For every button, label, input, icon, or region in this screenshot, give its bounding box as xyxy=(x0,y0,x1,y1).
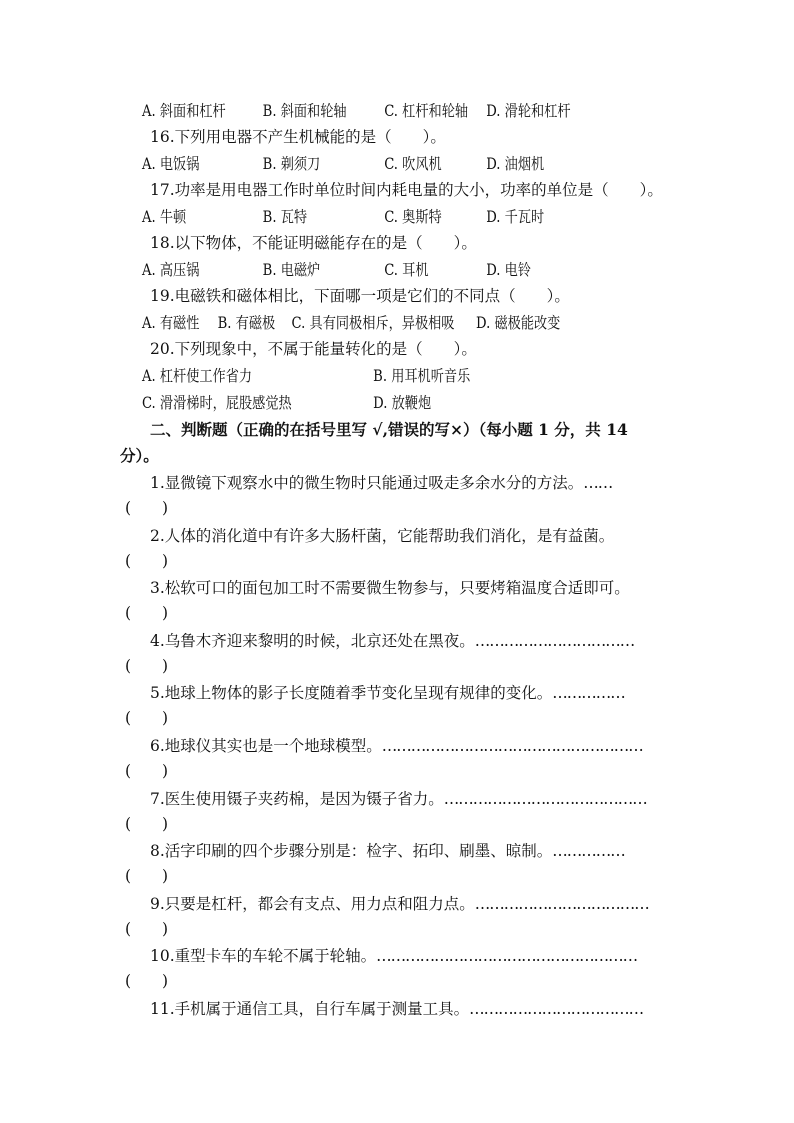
q18-option-d: D. 电铃 xyxy=(486,261,532,279)
q19-option-b: B. 有磁极 xyxy=(217,314,276,332)
judge-10-dots: ……………………………………………… xyxy=(376,947,638,965)
judge-9-paren[interactable]: ( ) xyxy=(125,920,169,938)
judge-3-paren[interactable]: ( ) xyxy=(125,604,169,622)
judge-7 xyxy=(150,789,647,809)
judge-10 xyxy=(150,946,637,966)
judge-11-dots: ……………………………… xyxy=(469,1000,644,1018)
q20-options-row1 xyxy=(0,366,675,386)
q17-option-a: A. 牛顿 xyxy=(141,208,187,226)
judge-8-dots: …………… xyxy=(552,842,625,860)
q19-option-d: D. 磁极能改变 xyxy=(476,314,561,332)
judge-10-text: 10.重型卡车的车轮不属于轮轴。 xyxy=(150,947,377,965)
q20-option-b: B. 用耳机听音乐 xyxy=(373,367,471,385)
judge-8-text: 8.活字印刷的四个步骤分别是：检字、拓印、刷墨、晾制。 xyxy=(150,842,553,860)
judge-1 xyxy=(150,473,612,493)
q16-options xyxy=(0,154,675,174)
judge-6-text: 6.地球仪其实也是一个地球模型。 xyxy=(150,737,382,755)
q16-option-d: D. 油烟机 xyxy=(486,155,545,173)
q16-stem: 16.下列用电器不产生机械能的是（ ）。 xyxy=(150,128,446,146)
q15-option-d: D. 滑轮和杠杆 xyxy=(486,102,571,120)
q16-option-c: C. 吹风机 xyxy=(384,155,442,173)
q18-option-b: B. 电磁炉 xyxy=(262,261,321,279)
judge-4 xyxy=(150,631,634,651)
judge-11 xyxy=(150,999,643,1019)
q16-option-a: A. 电饭锅 xyxy=(141,155,200,173)
judge-4-dots: …………………………… xyxy=(474,632,635,650)
q15-option-a: A. 斜面和杠杆 xyxy=(141,102,226,120)
judge-5-paren[interactable]: ( ) xyxy=(125,709,169,727)
judge-1-paren[interactable]: ( ) xyxy=(125,499,169,517)
judge-9-text: 9.只要是杠杆，都会有支点、用力点和阻力点。 xyxy=(150,895,475,913)
q19-options xyxy=(0,313,675,333)
section2-title-cont: 分）。 xyxy=(120,446,159,465)
judge-8 xyxy=(150,841,625,861)
judge-9-dots: ……………………………… xyxy=(474,895,649,913)
judge-1-text: 1.显微镜下观察水中的微生物时只能通过吸走多余水分的方法。 xyxy=(150,474,584,492)
q20-option-c: C. 滑滑梯时，屁股感觉热 xyxy=(141,394,292,412)
judge-10-paren[interactable]: ( ) xyxy=(125,972,169,990)
q17-stem: 17.功率是用电器工作时单位时间内耗电量的大小，功率的单位是（ ）。 xyxy=(150,181,663,199)
judge-8-paren[interactable]: ( ) xyxy=(125,867,169,885)
q18-option-a: A. 高压锅 xyxy=(141,261,200,279)
q15-options xyxy=(0,101,675,121)
q17-option-d: D. 千瓦时 xyxy=(486,208,545,226)
q17-options xyxy=(0,207,675,227)
q18-option-c: C. 耳机 xyxy=(384,261,429,279)
q15-option-b: B. 斜面和轮轴 xyxy=(262,102,347,120)
q19-option-c: C. 具有同极相斥，异极相吸 xyxy=(291,314,455,332)
judge-7-paren[interactable]: ( ) xyxy=(125,815,169,833)
q20-option-d: D. 放鞭炮 xyxy=(373,394,432,412)
section2-title: 二、判断题（正确的在括号里写 √,错误的写×）（每小题 1 分，共 14 xyxy=(150,420,628,439)
judge-1-dots: …… xyxy=(583,474,613,492)
judge-4-text: 4.乌鲁木齐迎来黎明的时候，北京还处在黑夜。 xyxy=(150,632,475,650)
judge-2-text: 2.人体的消化道中有许多大肠杆菌，它能帮助我们消化，是有益菌。 xyxy=(150,527,615,545)
q15-option-c: C. 杠杆和轮轴 xyxy=(384,102,469,120)
judge-5 xyxy=(150,683,625,703)
judge-2 xyxy=(150,526,614,546)
judge-11-text: 11.手机属于通信工具，自行车属于测量工具。 xyxy=(150,1000,470,1018)
judge-5-text: 5.地球上物体的影子长度随着季节变化呈现有规律的变化。 xyxy=(150,684,553,702)
q18-stem: 18.以下物体，不能证明磁能存在的是（ ）。 xyxy=(150,234,477,252)
q20-stem: 20.下列现象中，不属于能量转化的是（ ）。 xyxy=(150,340,477,358)
q20-option-a: A. 杠杆使工作省力 xyxy=(141,367,253,385)
judge-5-dots: …………… xyxy=(552,684,625,702)
q20-options-row2 xyxy=(0,393,675,413)
q19-stem: 19.电磁铁和磁体相比，下面哪一项是它们的不同点（ ）。 xyxy=(150,287,570,305)
judge-2-paren[interactable]: ( ) xyxy=(125,552,169,570)
judge-7-text: 7.医生使用镊子夹药棉，是因为镊子省力。 xyxy=(150,790,444,808)
q17-option-c: C. 奥斯特 xyxy=(384,208,442,226)
q19-option-a: A. 有磁性 xyxy=(141,314,200,332)
judge-6 xyxy=(150,736,643,756)
judge-3-text: 3.松软可口的面包加工时不需要微生物参与，只要烤箱温度合适即可。 xyxy=(150,579,630,597)
judge-6-dots: ……………………………………………… xyxy=(381,737,643,755)
judge-9 xyxy=(150,894,649,914)
judge-4-paren[interactable]: ( ) xyxy=(125,657,169,675)
judge-7-dots: …………………………………… xyxy=(443,790,647,808)
q18-options xyxy=(0,260,675,280)
judge-3 xyxy=(150,578,630,598)
q16-option-b: B. 剃须刀 xyxy=(262,155,321,173)
judge-6-paren[interactable]: ( ) xyxy=(125,762,169,780)
q17-option-b: B. 瓦特 xyxy=(262,208,308,226)
